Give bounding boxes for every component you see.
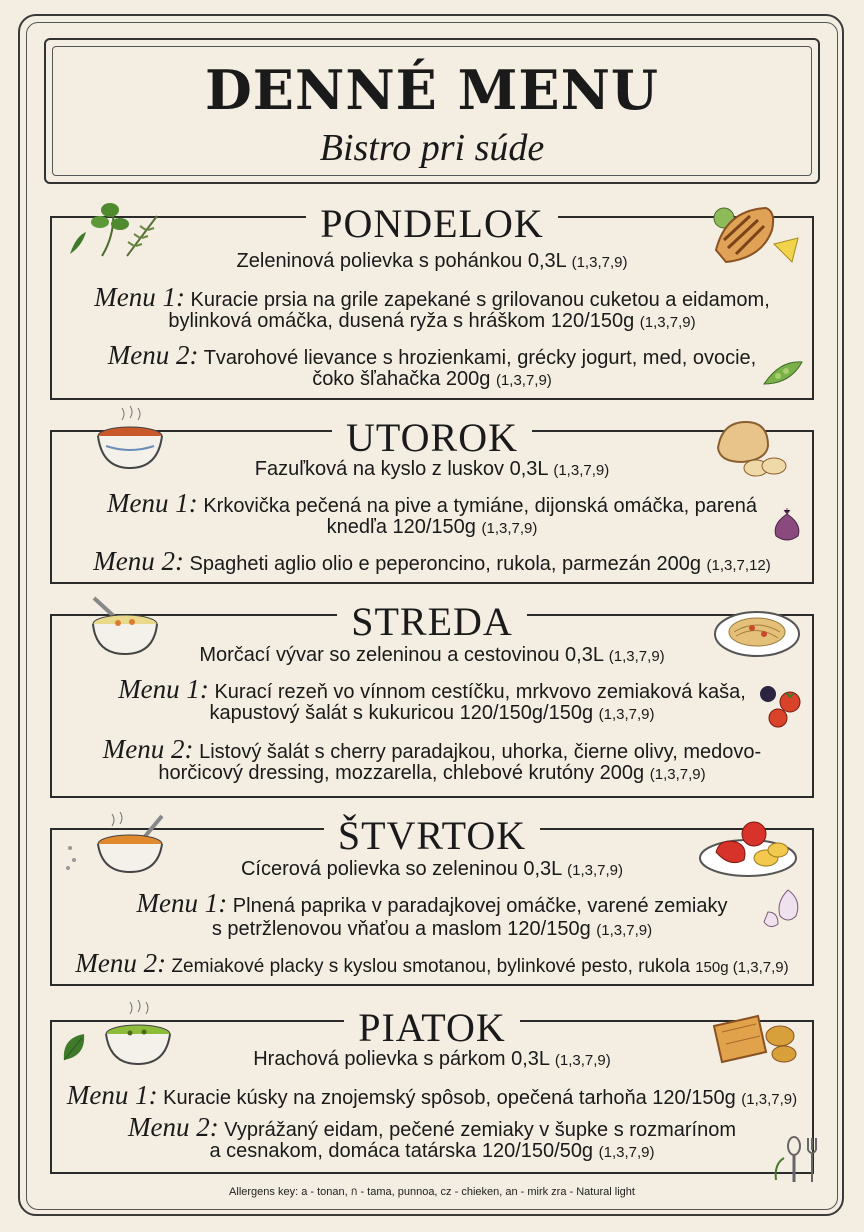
- bistro-name: Bistro pri súde: [319, 127, 545, 169]
- pea-pod-icon: [760, 356, 806, 390]
- menu2-line: Menu 2: Vyprážaný eidam, pečené zemiaky v šupke s rozmarínom: [128, 1112, 736, 1142]
- day-name: ŠTVRTOK: [52, 812, 812, 859]
- day-name: PIATOK: [52, 1004, 812, 1051]
- herbs-icon: [62, 196, 172, 262]
- stuffed-pepper-plate-icon: [696, 816, 800, 880]
- day-section-wednesday: [50, 599, 814, 798]
- menu2-line2: čoko šľahačka 200g (1,3,7,9): [312, 368, 552, 390]
- menu1-line2: kapustový šalát s kukuricou 120/150g/150g (1,3,7,9): [209, 702, 655, 724]
- menu2-line: Menu 2: Spagheti aglio olio e peperoncino, rukola, parmezán 200g (1,3,7,12): [93, 546, 771, 576]
- day-name: STREDA: [52, 598, 812, 645]
- menu1-line2: s petržlenovou vňaťou a maslom 120/150g (1,3,7,9): [211, 918, 653, 940]
- menu2-line2: horčicový dressing, mozzarella, chlebové krutóny 200g (1,3,7,9): [158, 762, 706, 784]
- pea-soup-icon: [100, 998, 176, 1070]
- menu1-line2: knedľa 120/150g (1,3,7,9): [326, 516, 538, 538]
- menu2-line: Menu 2: Zemiakové placky s kyslou smotanou, bylinkové pesto, rukola 150g (1,3,7,9): [75, 948, 789, 978]
- menu1-line: Menu 1: Kuracie kúsky na znojemský spôsob, opečená tarhoňa 120/150g (1,3,7,9): [66, 1080, 798, 1110]
- menu1-line2: bylinková omáčka, dusená ryža s hráškom 120/150g (1,3,7,9): [168, 310, 696, 332]
- day-name: UTOROK: [52, 414, 812, 461]
- soup-line: Hrachová polievka s párkom 0,3L (1,3,7,9): [253, 1048, 611, 1070]
- menu2-line: Menu 2: Listový šalát s cherry paradajkou, uhorka, čierne olivy, medovo-: [102, 734, 762, 764]
- tomato-olives-icon: [756, 680, 808, 728]
- grilled-chicken-icon: [706, 200, 806, 270]
- menu2-line2: a cesnakom, domáca tatárska 120/150/50g (1,3,7,9): [209, 1140, 655, 1162]
- allergens-footer: Allergens key: a - tonan, ก - tama, punnoa, cz - chieken, an - mirk ᴢra - Natural light: [229, 1186, 635, 1198]
- bread-icon: [712, 416, 792, 482]
- menu1-line: Menu 1: Kurací rezeň vo vínnom cestíčku, mrkvovo zemiaková kaša,: [118, 674, 746, 704]
- soup-line: Zeleninová polievka s pohánkou 0,3L (1,3,7,9): [236, 250, 628, 272]
- onion-icon: [770, 504, 804, 544]
- fried-cheese-icon: [708, 1008, 800, 1068]
- menu1-line: Menu 1: Plnená paprika v paradajkovej omáčke, varené zemiaky: [136, 888, 728, 918]
- leaf-icon: [60, 1030, 88, 1064]
- garlic-icon: [758, 886, 804, 932]
- soup-spoon-bowl-icon: [88, 592, 162, 660]
- menu2-line: Menu 2: Tvarohové lievance s hrozienkami, grécky jogurt, med, ovocie,: [107, 340, 757, 370]
- menu1-line: Menu 1: Krkovička pečená na pive a tymiáne, dijonská omáčka, parená: [107, 488, 757, 518]
- chickpea-soup-icon: [62, 808, 172, 878]
- soup-line: Fazuľková na kyslo z luskov 0,3L (1,3,7,9): [254, 458, 610, 480]
- day-name: PONDELOK: [52, 200, 812, 247]
- menu1-line: Menu 1: Kuracie prsia na grile zapekané s grilovanou cuketou a eidamom,: [94, 282, 770, 312]
- soup-line: Morčací vývar so zeleninou a cestovinou 0,3L (1,3,7,9): [199, 644, 665, 666]
- menu-title: DENNÉ MENU: [204, 58, 660, 122]
- cutlery-icon: [770, 1134, 830, 1184]
- soup-line: Cícerová polievka so zeleninou 0,3L (1,3,7,9): [240, 858, 623, 880]
- soup-bowl-icon: [94, 404, 166, 474]
- pasta-plate-icon: [712, 600, 802, 662]
